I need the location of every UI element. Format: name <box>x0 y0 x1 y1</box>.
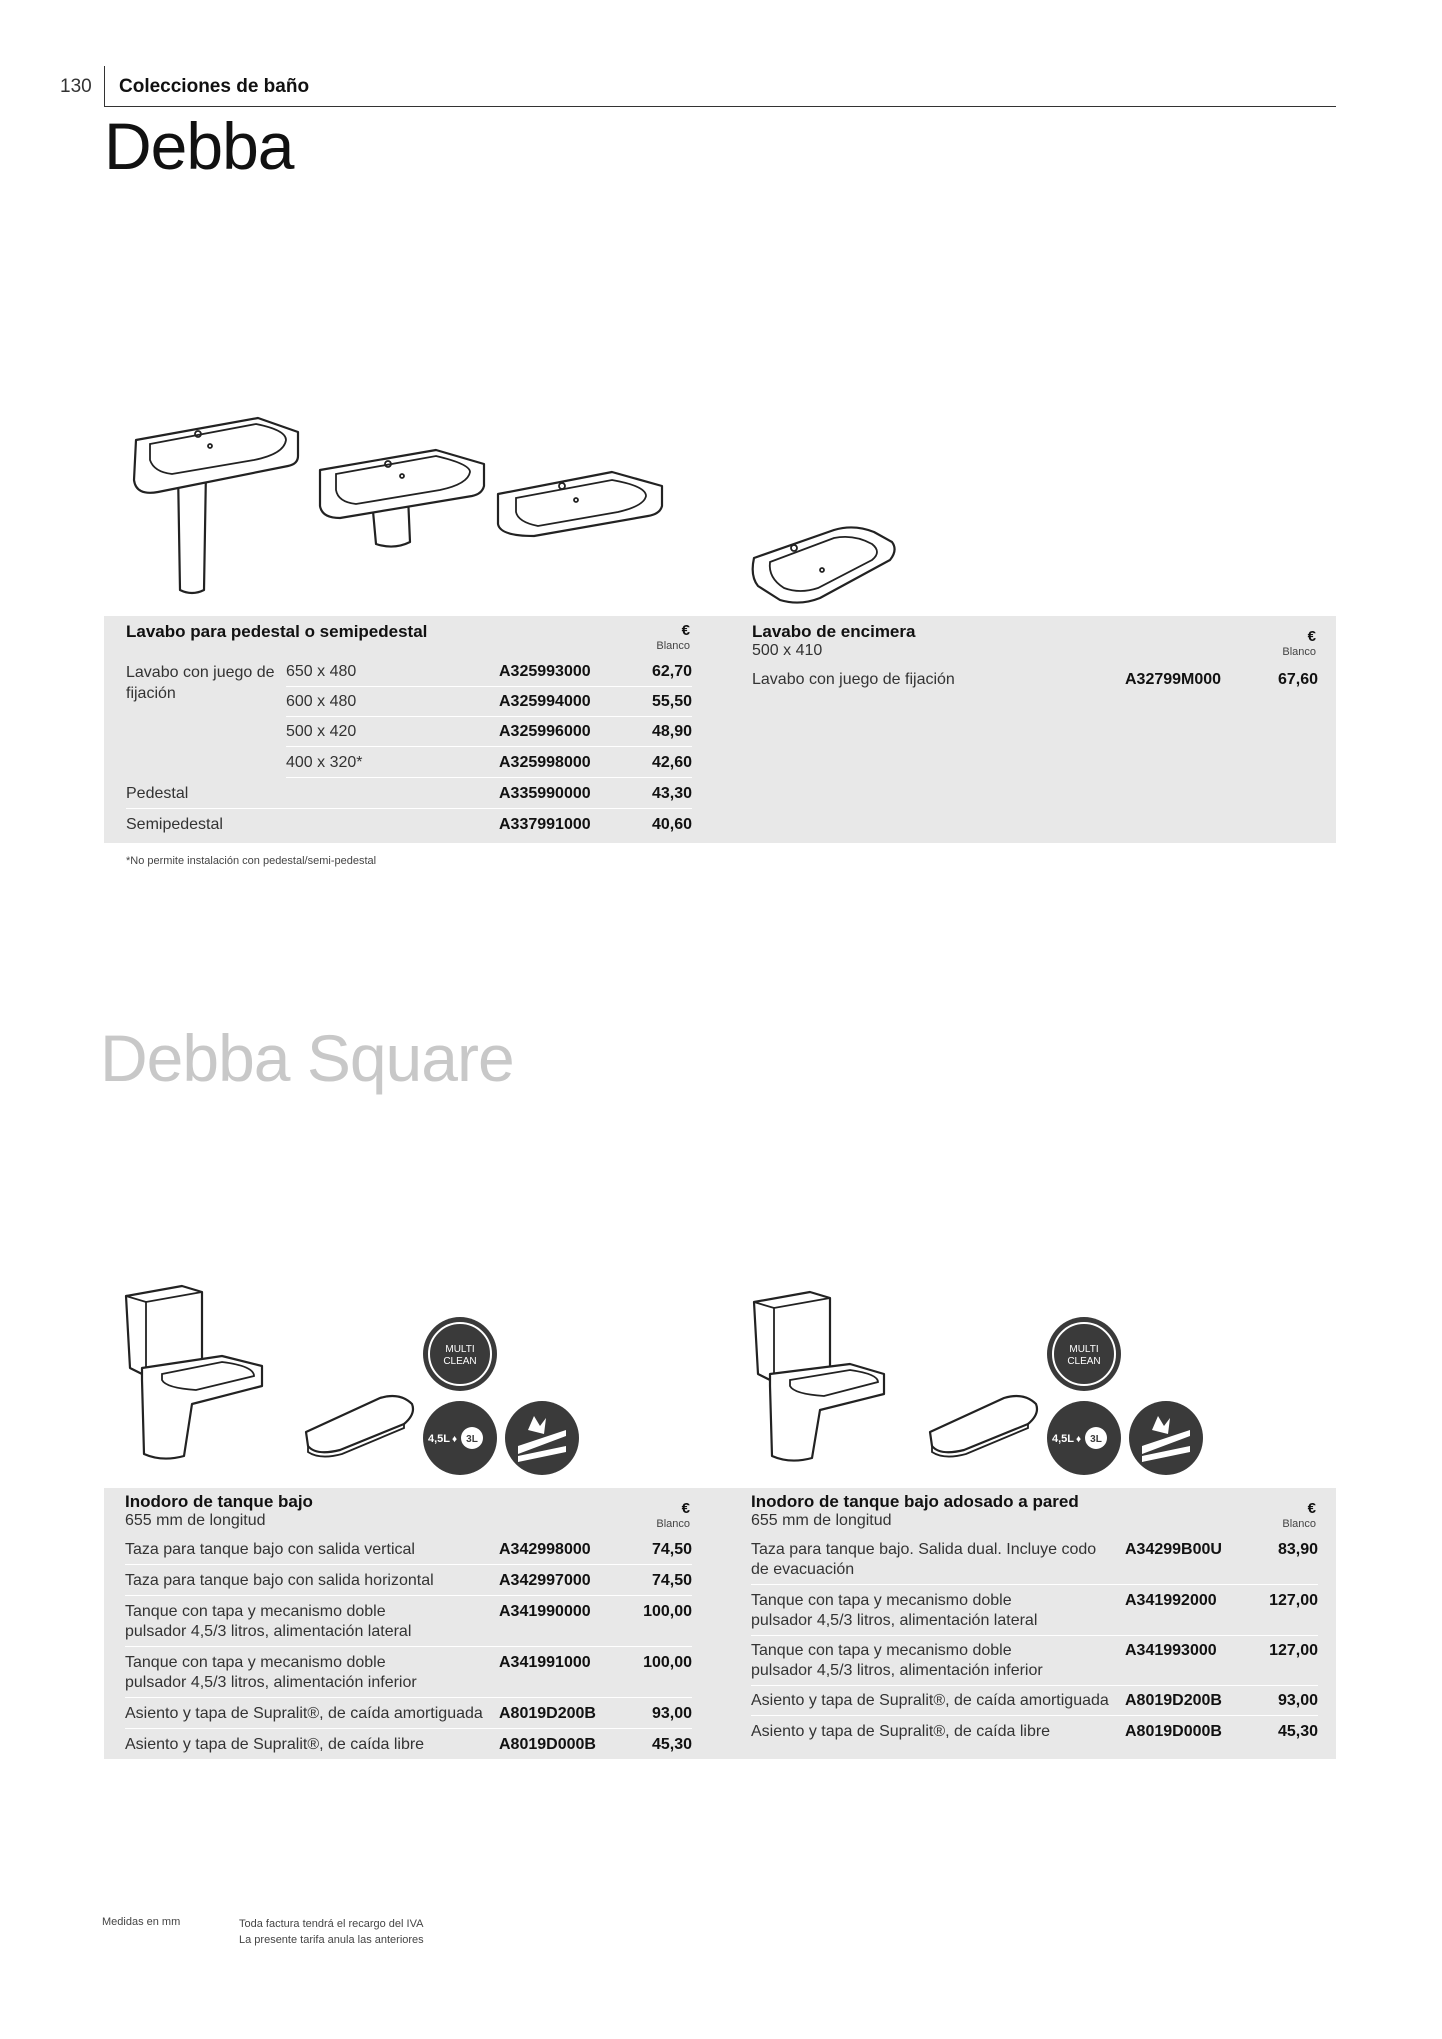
color-label: Blanco <box>1282 646 1316 658</box>
multi-clean-badge <box>422 1316 498 1392</box>
size: 400 x 320* <box>286 754 363 771</box>
price: 40,60 <box>651 816 692 833</box>
table-row <box>751 1637 1318 1686</box>
price: 45,30 <box>651 1736 692 1753</box>
product-code: A34299B00U <box>1125 1541 1222 1558</box>
footer-vat: Toda factura tendrá el recargo del IVA <box>239 1918 424 1930</box>
product-code: A8019D200B <box>499 1705 596 1722</box>
badge-flush-half: 3L <box>466 1434 478 1445</box>
product-code: A8019D200B <box>1125 1692 1222 1709</box>
washbasin-pedestal-illustration <box>128 400 308 600</box>
badge-multi-text: MULTI <box>1069 1344 1099 1355</box>
price: 48,90 <box>651 723 692 740</box>
size: 650 x 480 <box>286 663 357 680</box>
badge-clean-text: CLEAN <box>1067 1356 1101 1367</box>
description: Pedestal <box>126 785 189 802</box>
description <box>751 1591 1037 1631</box>
soft-close-icon <box>504 1400 580 1476</box>
description <box>125 1602 411 1642</box>
table-row <box>751 1718 1318 1746</box>
price: 74,50 <box>651 1541 692 1558</box>
table-row <box>751 1536 1318 1585</box>
product-code: A8019D000B <box>499 1736 596 1753</box>
size: 600 x 480 <box>286 693 357 710</box>
price: 55,50 <box>651 693 692 710</box>
table-row <box>125 1649 692 1698</box>
header-separator <box>104 66 105 106</box>
table-row <box>126 811 692 839</box>
price: 45,30 <box>1277 1723 1318 1740</box>
table-row <box>126 780 692 809</box>
description <box>751 1641 1043 1681</box>
product-code: A341993000 <box>1125 1642 1217 1659</box>
table-row <box>125 1700 692 1729</box>
description: Taza para tanque bajo con salida horizontal <box>125 1572 434 1589</box>
description-line-2: pulsador 4,5/3 litros, alimentación inferior <box>751 1662 1043 1679</box>
price: 127,00 <box>1269 1592 1318 1609</box>
color-label: Blanco <box>656 1518 690 1530</box>
multi-clean-badge <box>1046 1316 1122 1392</box>
currency-label: € <box>681 1500 690 1517</box>
product-code: A342997000 <box>499 1572 591 1589</box>
table-title: Lavabo para pedestal o semipedestal <box>126 622 428 641</box>
product-code: A325998000 <box>499 754 591 771</box>
price: 67,60 <box>1277 671 1318 688</box>
footnote: *No permite instalación con pedestal/semi-pedestal <box>126 855 377 867</box>
description-line-2: pulsador 4,5/3 litros, alimentación lateral <box>125 1623 412 1640</box>
currency-label: € <box>1307 1500 1316 1517</box>
table-subtitle: 655 mm de longitud <box>751 1512 892 1529</box>
description-line-1: Tanque con tapa y mecanismo doble <box>125 1654 386 1671</box>
description: Asiento y tapa de Supralit®, de caída amortiguada <box>751 1692 1109 1709</box>
table-subtitle: 655 mm de longitud <box>125 1512 266 1529</box>
product-code: A337991000 <box>499 816 591 833</box>
description-line-1: Taza para tanque bajo. Salida dual. Incluye codo <box>751 1541 1097 1558</box>
price: 93,00 <box>1277 1692 1318 1709</box>
table-title: Inodoro de tanque bajo <box>125 1492 313 1511</box>
toilet-back-to-wall-illustration <box>750 1290 900 1470</box>
group-label: Lavabo con juego de fijación <box>126 664 275 702</box>
description-line-2: pulsador 4,5/3 litros, alimentación inferior <box>125 1674 417 1691</box>
size: 500 x 420 <box>286 723 357 740</box>
description-line-2: pulsador 4,5/3 litros, alimentación lateral <box>751 1612 1038 1629</box>
header-rule <box>104 106 1336 107</box>
description <box>751 1540 1096 1580</box>
price: 100,00 <box>643 1603 692 1620</box>
product-code: A341992000 <box>1125 1592 1217 1609</box>
description: Asiento y tapa de Supralit®, de caída libre <box>125 1736 425 1753</box>
currency-label: € <box>681 622 690 639</box>
description-line-2: de evacuación <box>751 1561 855 1578</box>
table-row <box>286 718 692 747</box>
table-row <box>125 1567 692 1596</box>
product-code: A342998000 <box>499 1541 591 1558</box>
product-code: A32799M000 <box>1125 671 1222 688</box>
badge-flush-full: 4,5L <box>1052 1433 1075 1445</box>
description: Semipedestal <box>126 816 223 833</box>
product-code: A341991000 <box>499 1654 591 1671</box>
product-code: A335990000 <box>499 785 591 802</box>
table-row <box>125 1536 692 1565</box>
description: Taza para tanque bajo con salida vertical <box>125 1541 415 1558</box>
table-row <box>751 1687 1318 1716</box>
description-line-1: Tanque con tapa y mecanismo doble <box>751 1642 1012 1659</box>
table-title: Inodoro de tanque bajo adosado a pared <box>751 1492 1079 1511</box>
table-row <box>751 1587 1318 1636</box>
table-row <box>286 749 692 778</box>
product-code: A8019D000B <box>1125 1723 1222 1740</box>
collection-title-debba-square: Debba Square <box>100 1021 514 1095</box>
dual-flush-badge <box>1046 1400 1122 1476</box>
table-row <box>125 1598 692 1647</box>
product-code: A325996000 <box>499 723 591 740</box>
product-code: A325994000 <box>499 693 591 710</box>
footer-measures: Medidas en mm <box>102 1916 181 1928</box>
section-title: Colecciones de baño <box>119 76 310 97</box>
product-code: A325993000 <box>499 663 591 680</box>
countertop-washbasin-illustration <box>750 520 900 610</box>
price: 43,30 <box>651 785 692 802</box>
price: 83,90 <box>1277 1541 1318 1558</box>
price: 62,70 <box>651 663 692 680</box>
badge-flush-full: 4,5L <box>428 1433 451 1445</box>
color-label: Blanco <box>1282 1518 1316 1530</box>
table-title: Lavabo de encimera <box>752 622 916 641</box>
description: Asiento y tapa de Supralit®, de caída amortiguada <box>125 1705 483 1722</box>
washbasin-semipedestal-illustration <box>316 440 496 560</box>
currency-label: € <box>1307 628 1316 645</box>
badge-flush-half: 3L <box>1090 1434 1102 1445</box>
toilet-low-tank-illustration <box>122 1284 272 1464</box>
table-row <box>752 666 1318 694</box>
color-label: Blanco <box>656 640 690 652</box>
table-row <box>125 1731 692 1759</box>
badge-clean-text: CLEAN <box>443 1356 477 1367</box>
water-drop-icon: ♦ <box>1076 1434 1082 1445</box>
description: Asiento y tapa de Supralit®, de caída libre <box>751 1723 1051 1740</box>
table-row <box>286 658 692 687</box>
table-subtitle: 500 x 410 <box>752 642 823 659</box>
description-line-1: Tanque con tapa y mecanismo doble <box>125 1603 386 1620</box>
footer-notes <box>239 1916 424 1948</box>
price: 93,00 <box>651 1705 692 1722</box>
price: 74,50 <box>651 1572 692 1589</box>
collection-title-debba: Debba <box>104 109 294 183</box>
price: 42,60 <box>651 754 692 771</box>
water-drop-icon: ♦ <box>452 1434 458 1445</box>
description <box>125 1653 417 1693</box>
description: Lavabo con juego de fijación <box>752 671 955 688</box>
toilet-seat-illustration <box>924 1390 1044 1460</box>
table-row <box>286 688 692 717</box>
washbasin-wall-illustration <box>494 460 674 540</box>
product-code: A341990000 <box>499 1603 591 1620</box>
badge-multi-text: MULTI <box>445 1344 475 1355</box>
footer-supersedes: La presente tarifa anula las anteriores <box>239 1934 424 1946</box>
dual-flush-badge <box>422 1400 498 1476</box>
price: 100,00 <box>643 1654 692 1671</box>
description-line-1: Tanque con tapa y mecanismo doble <box>751 1592 1012 1609</box>
toilet-seat-illustration <box>300 1390 420 1460</box>
page-number: 130 <box>60 76 92 97</box>
price: 127,00 <box>1269 1642 1318 1659</box>
soft-close-icon <box>1128 1400 1204 1476</box>
